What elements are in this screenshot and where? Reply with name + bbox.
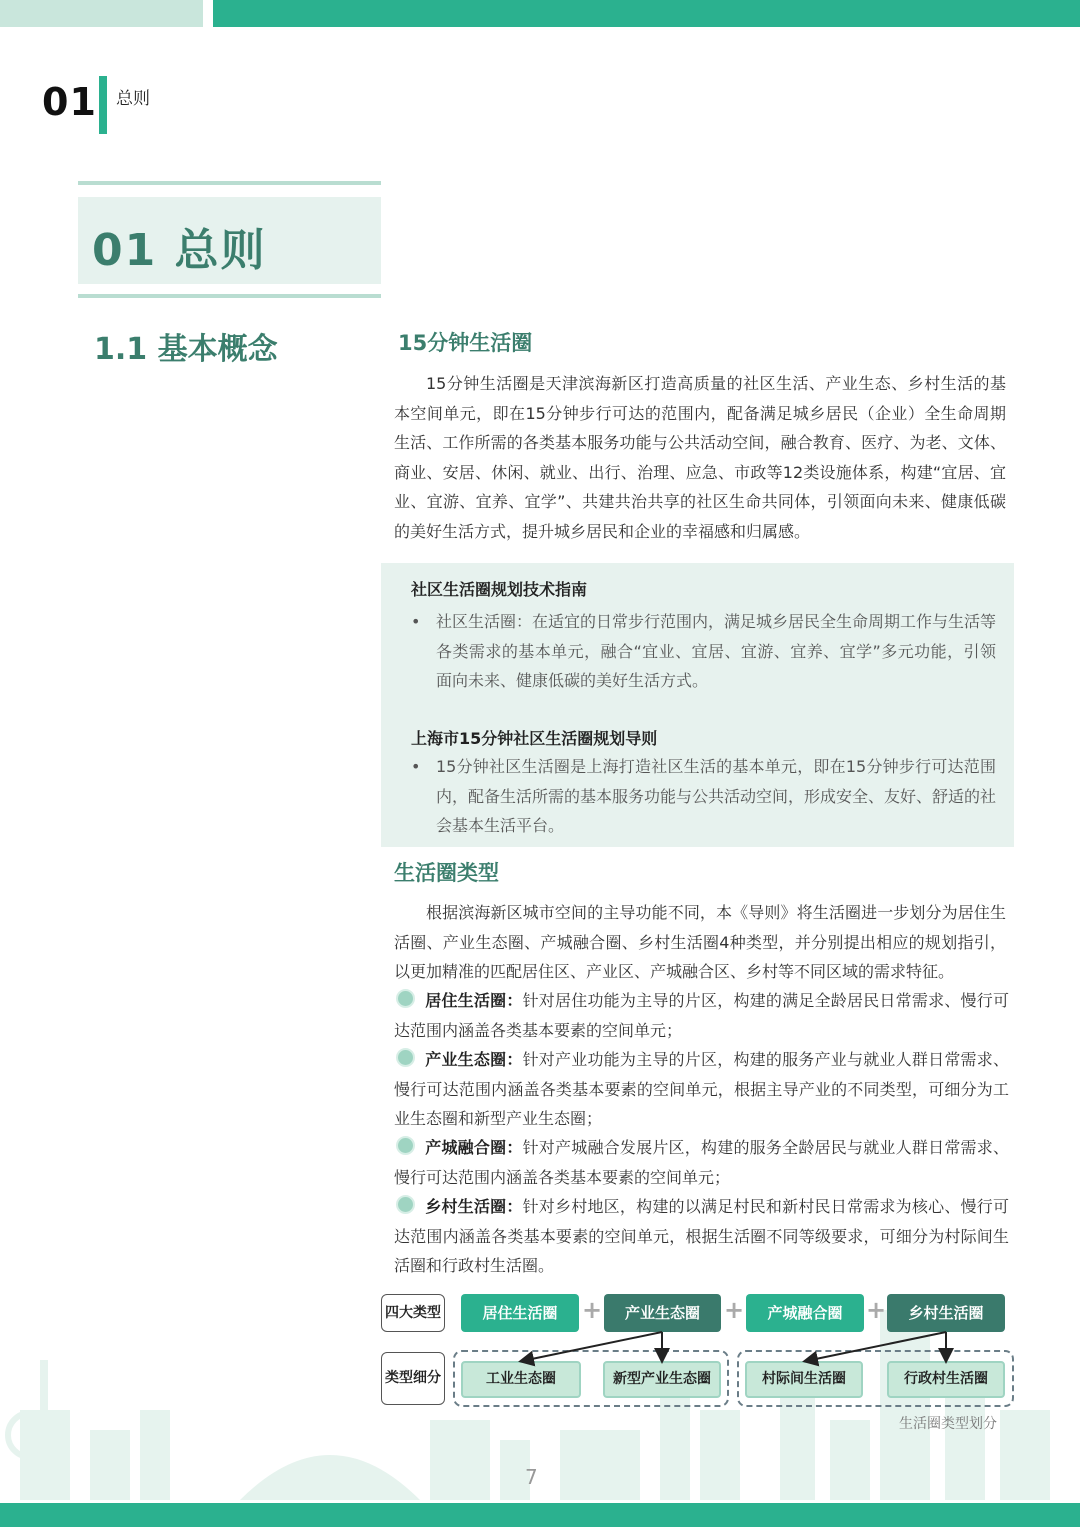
chapter-divider-bar (99, 76, 107, 134)
bottom-bar (0, 1503, 1080, 1527)
type-box-industrial: 产业生态圈 (604, 1294, 721, 1332)
subtype-box-admin-village: 行政村生活圈 (887, 1361, 1005, 1398)
type-item-industrial (394, 1045, 1009, 1134)
circle-bullet-icon (396, 1048, 415, 1067)
bullet-icon: • (411, 612, 421, 631)
circle-bullet-icon (396, 989, 415, 1008)
type-item-integration (394, 1133, 1009, 1192)
reference-bullet-text-2: 15分钟社区生活圈是上海打造社区生活的基本单元，即在15分钟步行可达范围内，配备生活所需的基本服务功能与公共活动空间，形成安全、友好、舒适的社会基本生活平台。 (436, 757, 997, 835)
type-item-residential (394, 986, 1009, 1045)
type-box-residential: 居住生活圈 (461, 1294, 579, 1332)
reference-title-2: 上海市15分钟社区生活圈规划导则 (411, 729, 658, 748)
type-name: 居住生活圈： (425, 991, 523, 1010)
page-title: 01 总则 (92, 225, 267, 276)
type-desc: 针对产城融合发展片区，构建的服务全龄居民与就业人群日常需求、慢行可达范围内涵盖各类基本要素的空间单元； (394, 1138, 1009, 1187)
subtype-box-new-industry: 新型产业生态圈 (603, 1361, 721, 1398)
type-desc: 针对产业功能为主导的片区，构建的服务产业与就业人群日常需求、慢行可达范围内涵盖各类基本要素的空间单元，根据主导产业的不同类型，可细分为工业生态圈和新型产业生态圈； (394, 1050, 1009, 1128)
plus-icon: + (582, 1296, 603, 1324)
circle-types-intro: 根据滨海新区城市空间的主导功能不同，本《导则》将生活圈进一步划分为居住生活圈、产业生态圈、产城融合圈、乡村生活圈4种类型，并分别提出相应的规划指引，以更加精准的匹配居住区、产业区、产城融合区、乡村等不同区域的需求特征。 (394, 903, 1006, 981)
type-box-rural: 乡村生活圈 (887, 1294, 1005, 1332)
section-heading: 1.1 基本概念 (94, 332, 278, 367)
type-box-integration: 产城融合圈 (746, 1294, 864, 1332)
reference-bullet-text-1: 社区生活圈：在适宜的日常步行范围内，满足城乡居民全生命周期工作与生活等各类需求的基本单元，融合“宜业、宜居、宜游、宜养、宜学”多元功能，引领面向未来、健康低碳的美好生活方式。 (436, 612, 997, 690)
plus-icon: + (724, 1296, 745, 1324)
title-rule-top (78, 181, 381, 185)
title-rule-bottom (78, 294, 381, 298)
circle-types-heading: 生活圈类型 (394, 861, 499, 885)
reference-title-1: 社区生活圈规划技术指南 (411, 580, 588, 599)
reference-bullet-1 (411, 607, 996, 696)
reference-bullet-2 (411, 752, 996, 841)
diagram-caption: 生活圈类型划分 (899, 1416, 997, 1432)
subtype-box-inter-village: 村际间生活圈 (745, 1361, 863, 1398)
circle-bullet-icon (396, 1136, 415, 1155)
page-number: 7 (525, 1465, 538, 1489)
top-bar-right (213, 0, 1080, 27)
circle-bullet-icon (396, 1195, 415, 1214)
type-name: 产业生态圈： (425, 1050, 523, 1069)
diagram-row-label-subtypes: 类型细分 (381, 1352, 445, 1405)
life-circle-paragraph: 15分钟生活圈是天津滨海新区打造高质量的社区生活、产业生态、乡村生活的基本空间单元，即在15分钟步行可达的范围内，配备满足城乡居民（企业）全生命周期生活、工作所需的各类基本服务功能与公共活动空间，融合教育、医疗、为老、文体、商业、安居、休闲、就业、出行、治理、应急、市政等12类设施体系，构建“宜居、宜业、宜游、宜养、宜学”、共建共治共享的社区生命共同体，引领面向未来、健康低碳的美好生活方式，提升城乡居民和企业的幸福感和归属感。 (394, 374, 1006, 541)
subtype-box-industrial-eco: 工业生态圈 (461, 1361, 581, 1398)
diagram-row-label-types: 四大类型 (381, 1294, 445, 1332)
type-desc: 针对乡村地区，构建的以满足村民和新村民日常需求为核心、慢行可达范围内涵盖各类基本要素的空间单元，根据生活圈不同等级要求，可细分为村际间生活圈和行政村生活圈。 (394, 1197, 1009, 1275)
plus-icon: + (866, 1296, 887, 1324)
chapter-number: 01 (42, 80, 97, 124)
type-name: 产城融合圈： (425, 1138, 523, 1157)
life-circle-heading: 15分钟生活圈 (398, 331, 533, 355)
type-desc: 针对居住功能为主导的片区，构建的满足全龄居民日常需求、慢行可达范围内涵盖各类基本要素的空间单元； (394, 991, 1009, 1040)
top-bar-left (0, 0, 203, 27)
chapter-label: 总则 (116, 89, 150, 109)
type-name: 乡村生活圈： (425, 1197, 523, 1216)
bullet-icon: • (411, 757, 421, 776)
